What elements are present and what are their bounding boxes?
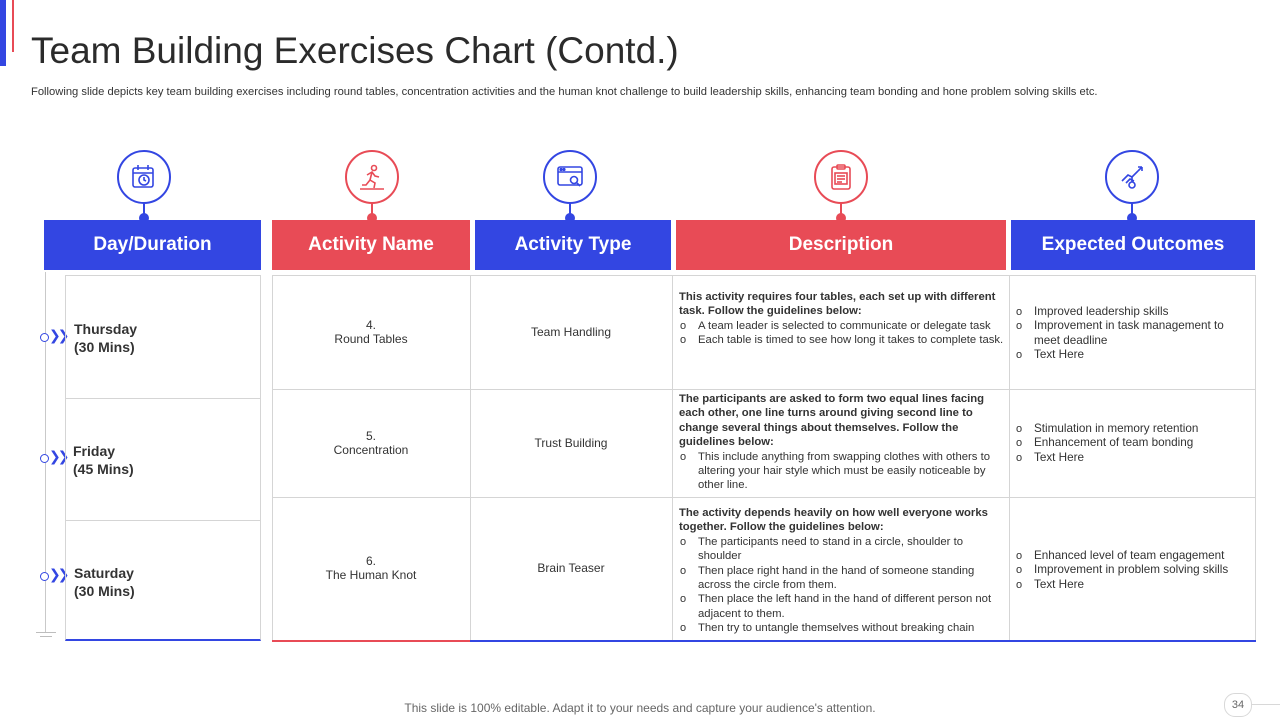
accent-bar-blue [0, 0, 6, 66]
outcomes-cell [1015, 305, 1251, 363]
running-person-icon-badge [345, 150, 399, 204]
outcome-item: o Text Here [1015, 578, 1251, 592]
description-cell [679, 506, 1005, 636]
calendar-clock-icon-badge [117, 150, 171, 204]
description-bullet: o Each table is timed to see how long it takes to complete task. [679, 333, 1005, 347]
outcome-item: o Improved leadership skills [1015, 305, 1251, 319]
description-bullet: o The participants need to stand in a circle, shoulder to shoulder [679, 535, 1005, 564]
description-bullet: o Then place the left hand in the hand of different person not adjacent to them. [679, 592, 1005, 621]
description-cell [679, 392, 1005, 493]
header-activity-type: Activity Type [475, 220, 671, 270]
timeline-base-small [40, 636, 52, 637]
outcome-item: o Enhancement of team bonding [1015, 436, 1251, 450]
day-name: Friday [73, 443, 116, 459]
description-lead: The activity depends heavily on how well everyone works together. Follow the guidelines below: [679, 507, 988, 534]
activity-type-cell: Brain Teaser [537, 561, 605, 575]
activity-name-cell [273, 389, 469, 496]
activity-number: 6. [365, 554, 376, 568]
activity-name-cell [273, 497, 469, 639]
footer-note: This slide is 100% editable. Adapt it to your needs and capture your audience's attention. [404, 701, 876, 715]
handshake-rocket-icon [1105, 150, 1159, 204]
browser-search-icon [543, 150, 597, 204]
day-duration: (45 Mins) [73, 461, 134, 477]
day-duration: (30 Mins) [74, 583, 135, 599]
table-bottom-accent-blue [470, 640, 1256, 642]
calendar-clock-icon [117, 150, 171, 204]
activity-name: Round Tables [334, 332, 408, 346]
activity-type-cell: Trust Building [534, 435, 608, 450]
activity-name-cell [273, 276, 469, 388]
timeline-marker: ❯❯ [40, 453, 66, 465]
activity-name: Concentration [333, 442, 409, 457]
outcomes-cell [1015, 549, 1251, 592]
page-number-line [1251, 704, 1280, 705]
day-name: Thursday [74, 321, 138, 337]
activity-number: 5. [365, 428, 376, 443]
header-activity-name: Activity Name [272, 220, 470, 270]
page-title: Team Building Exercises Chart (Contd.) [31, 30, 679, 71]
description-bullet: o Then try to untangle themselves without breaking chain [679, 621, 1005, 635]
running-person-icon [345, 150, 399, 204]
day-column [65, 275, 261, 641]
day-cell [66, 520, 260, 640]
activity-type-cell: Team Handling [530, 325, 612, 339]
day-cell [66, 276, 260, 398]
page-subtitle: Following slide depicts key team building exercises including round tables, concentration activities and the human knot challenge to build leadership skills, enhancing team bonding and hone problem solving skills etc. [31, 86, 1098, 98]
description-bullet: o This include anything from swapping clothes with others to altering your hair style which must be easily noticeable by other line. [679, 450, 1005, 493]
day-cell [66, 398, 260, 520]
accent-bar-red [12, 0, 14, 52]
day-duration: (30 Mins) [74, 339, 135, 355]
header-description: Description [676, 220, 1006, 270]
description-cell [679, 290, 1005, 348]
timeline-marker: ❯❯ [40, 332, 66, 344]
outcome-item: o Text Here [1015, 451, 1251, 465]
header-day-duration: Day/Duration [44, 220, 261, 270]
outcome-item: o Stimulation in memory retention [1015, 422, 1251, 436]
page-number: 34 [1224, 693, 1252, 717]
description-bullet: o Then place right hand in the hand of someone standing across the circle from them. [679, 564, 1005, 593]
day-name: Saturday [74, 565, 134, 581]
outcome-item: o Improvement in task management to meet deadline [1015, 319, 1251, 348]
description-lead: The participants are asked to form two equal lines facing each other, one line turns around giving second line to change several things about themselves. Follow the guidelines below: [679, 393, 985, 449]
outcome-item: o Improvement in problem solving skills [1015, 563, 1251, 577]
header-expected-outcomes: Expected Outcomes [1011, 220, 1255, 270]
activity-name: The Human Knot [325, 568, 417, 582]
browser-search-icon-badge [543, 150, 597, 204]
clipboard-icon [814, 150, 868, 204]
outcomes-cell [1015, 422, 1251, 465]
table-bottom-accent-red [272, 640, 470, 642]
outcome-item: o Text Here [1015, 348, 1251, 362]
description-bullet: o A team leader is selected to communicate or delegate task [679, 319, 1005, 333]
timeline-marker: ❯❯ [40, 571, 66, 583]
timeline-base [36, 632, 56, 633]
outcome-item: o Enhanced level of team engagement [1015, 549, 1251, 563]
handshake-rocket-icon-badge [1105, 150, 1159, 204]
activity-number: 4. [365, 318, 376, 332]
description-lead: This activity requires four tables, each set up with different task. Follow the guidelines below: [679, 291, 996, 318]
clipboard-icon-badge [814, 150, 868, 204]
